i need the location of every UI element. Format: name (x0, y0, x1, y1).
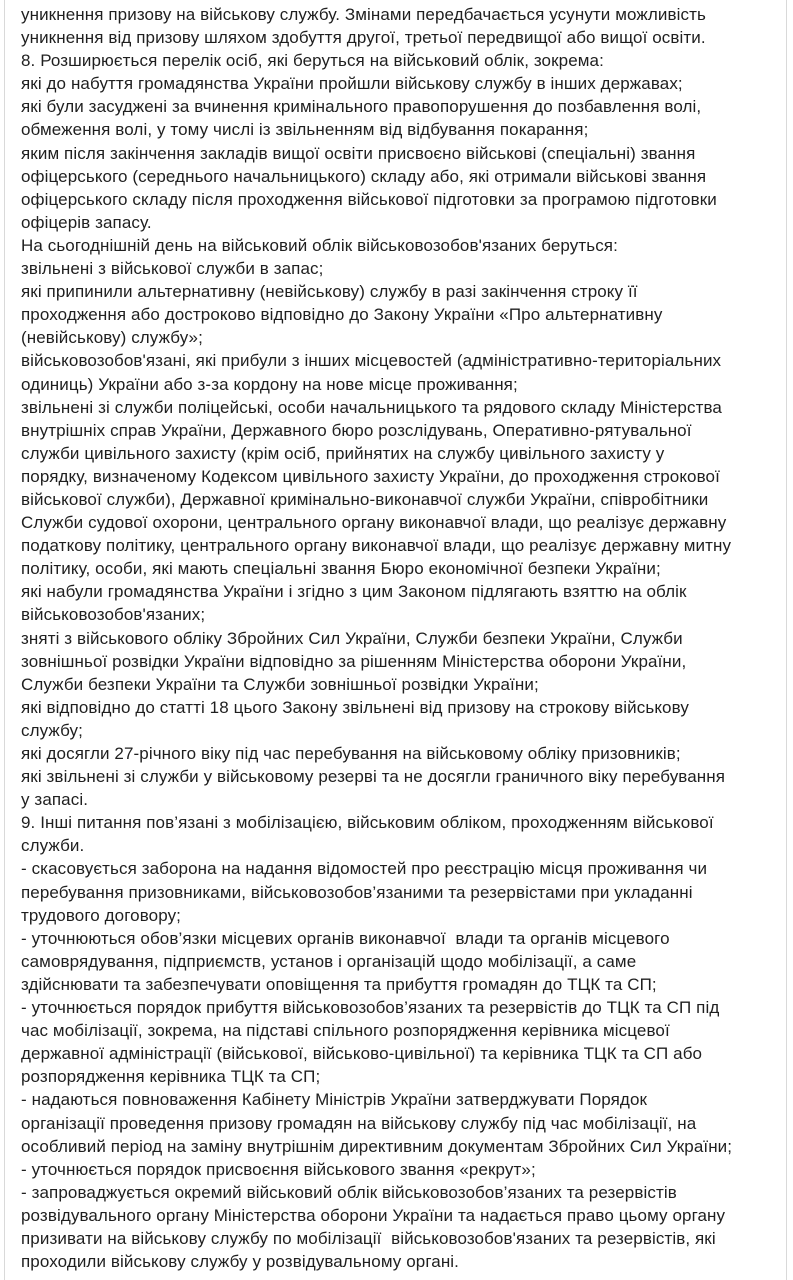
text-line: розвідувального органу Міністерства оборони України та надається право цьому органу (21, 1205, 726, 1225)
text-line: які припинили альтернативну (невійськову) службу в разі закінчення строку її (21, 282, 638, 302)
text-line: служби цивільного захисту (крім осіб, прийнятих на службу цивільного захисту у (21, 443, 665, 463)
text-line: внутрішніх справ України, Державного бюро розслідувань, Оперативно-рятувальної (21, 420, 692, 440)
text-line: офіцерського (середнього начальницького) складу або, які отримали військові звання (21, 166, 707, 186)
text-line: які до набуття громадянства України пройшли військову службу в інших державах; (21, 74, 683, 94)
text-line: (невійськову) службу»; (21, 328, 203, 348)
text-line: обмеження волі, у тому числі із звільненням від відбування покарання; (21, 120, 589, 140)
text-line: військовозобов'язаних; (21, 605, 206, 625)
text-line: організації проведення призову громадян на військову службу під час мобілізації, на (21, 1113, 697, 1133)
text-line: службу; (21, 720, 83, 740)
text-line: які звільнені зі служби у військовому резерві та не досягли граничного віку перебування (21, 767, 726, 787)
text-line: 8. Розширюється перелік осіб, які беруться на військовий облік, зокрема: (21, 51, 604, 71)
text-line: яким після закінчення закладів вищої освіти присвоєно військові (спеціальні) звання (21, 143, 696, 163)
text-line: розпорядження керівника ТЦК та СП; (21, 1067, 321, 1087)
text-line: одиниць) України або з-за кордону на нове місце проживання; (21, 374, 518, 394)
document-text-block (5, 0, 786, 1273)
text-line: зовнішньої розвідки України відповідно за рішенням Міністерства оборони України, (21, 651, 687, 671)
text-line: здійснювати та забезпечувати оповіщення та прибуття громадян до ТЦК та СП; (21, 974, 657, 994)
text-line: - уточнюється порядок присвоєння військового звання «рекрут»; (21, 1159, 536, 1179)
text-line: порядку, визначеному Кодексом цивільного захисту України, до проходження строкової (21, 466, 720, 486)
text-line: військовозобов'язані, які прибули з інших місцевостей (адміністративно-територіальних (21, 351, 722, 371)
text-line: особливий період на заміну внутрішнім директивним документам Збройних Сил України; (21, 1136, 733, 1156)
text-line: Служби судової охорони, центрального органу виконавчої влади, що реалізує державну (21, 513, 727, 533)
text-line: які досягли 27-річного віку під час перебування на військовому обліку призовників; (21, 744, 681, 763)
text-line: у запасі. (21, 790, 89, 810)
text-line: На сьогоднішній день на військовий облік військовозобов'язаних беруться: (21, 235, 618, 255)
text-line: Служби безпеки України та Служби зовнішньої розвідки України; (21, 674, 539, 694)
text-line: уникнення призову на військову службу. Змінами передбачається усунути можливість (21, 5, 706, 24)
text-line: - скасовується заборона на надання відомостей про реєстрацію місця проживання чи (21, 859, 708, 879)
text-line: податкову політику, центрального органу виконавчої влади, що реалізує державну митну (21, 536, 732, 556)
text-line: військової служби), Державної кримінально-виконавчої служби України, співробітники (21, 489, 709, 509)
text-line: - надаються повноваження Кабінету Міністрів України затверджувати Порядок (21, 1090, 648, 1110)
text-line: офіцерів запасу. (21, 212, 152, 232)
text-line: уникнення від призову шляхом здобуття другої, третьої передвищої або вищої освіти. (21, 28, 706, 48)
text-line: - уточнюється порядок прибуття військовозобов’язаних та резервістів до ТЦК та СП під (21, 998, 720, 1018)
text-line: звільнені з військової служби в запас; (21, 259, 324, 279)
text-line: - запроваджується окремий військовий облік військовозобов’язаних та резервістів (21, 1182, 677, 1202)
text-line: проходження або достроково відповідно до Закону України «Про альтернативну (21, 305, 663, 325)
text-line: призивати на військову службу по мобілізації військовозобов'язаних та резервістів, які (21, 1228, 716, 1248)
text-line: самоврядування, підприємств, установ і організацій щодо мобілізації, а саме (21, 951, 637, 971)
text-line: служби. (21, 836, 85, 856)
text-line: державної адміністрації (військової, військово-цивільної) та керівника ТЦК та СП або (21, 1044, 703, 1064)
document-page (4, 0, 787, 1280)
text-line: звільнені зі служби поліцейські, особи начальницького та рядового складу Міністерства (21, 397, 722, 417)
text-line: офіцерського складу після проходження військової підготовки за програмою підготовки (21, 189, 717, 209)
text-line: які відповідно до статті 18 цього Закону звільнені від призову на строкову військову (21, 697, 689, 717)
text-line: 9. Інші питання пов’язані з мобілізацією, військовим обліком, проходженням військової (21, 813, 714, 833)
text-line: - уточнюються обов’язки місцевих органів виконавчої влади та органів місцевого (21, 928, 670, 948)
text-line: які набули громадянства України і згідно з цим Законом підлягають взяттю на облік (21, 582, 687, 602)
text-line: трудового договору; (21, 905, 181, 925)
text-line: час мобілізації, зокрема, на підставі спільного розпорядження керівника місцевої (21, 1021, 670, 1041)
text-line: зняті з військового обліку Збройних Сил України, Служби безпеки України, Служби (21, 628, 683, 648)
text-line: політику, особи, які мають спеціальні звання Бюро економічної безпеки України; (21, 559, 661, 579)
text-line: які були засуджені за вчинення кримінального правопорушення до позбавлення волі, (21, 97, 702, 117)
text-line: перебування призовниками, військовозобов’язаними та резервістами при укладанні (21, 882, 693, 902)
text-line: проходили військову службу у розвідувальному органі. (21, 1252, 460, 1272)
